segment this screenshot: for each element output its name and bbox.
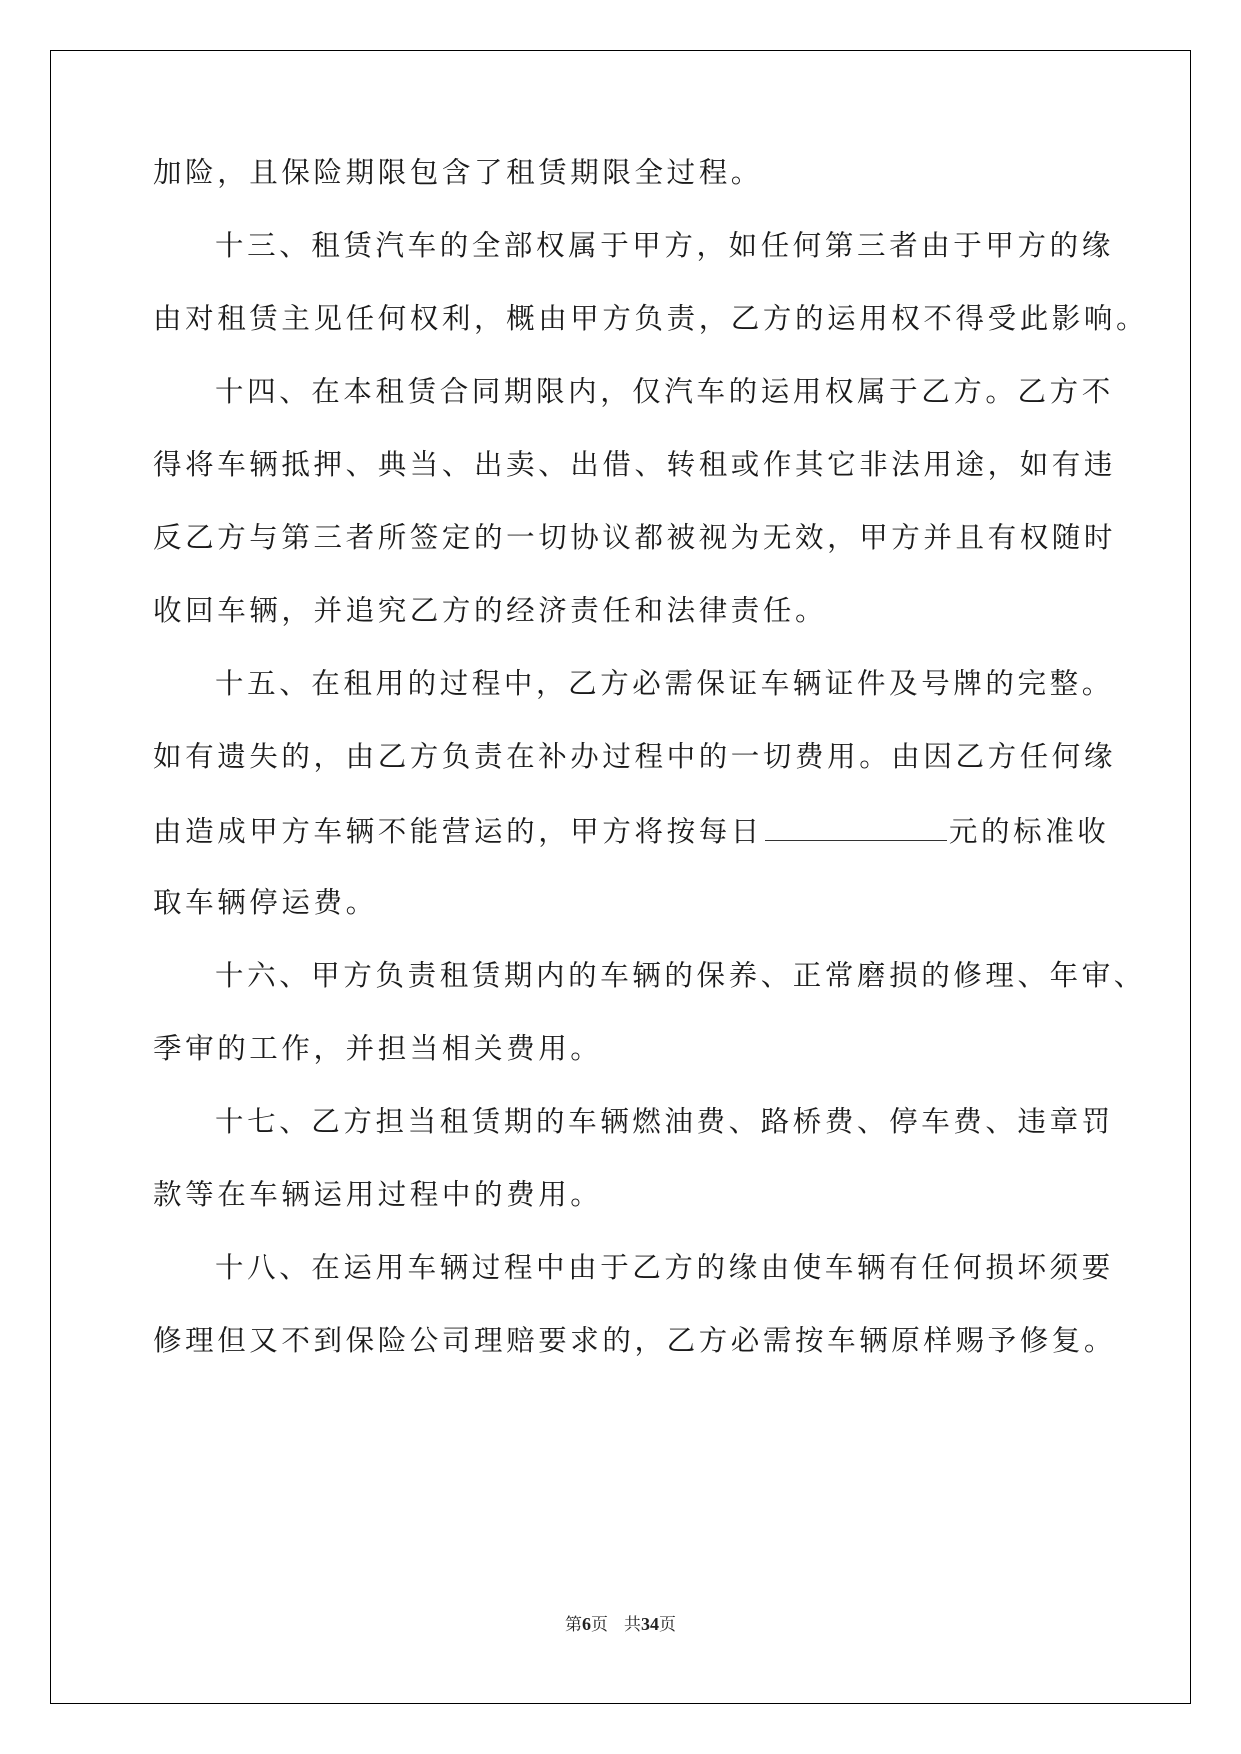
paragraph-line: 加险，且保险期限包含了租赁期限全过程。: [153, 156, 763, 189]
line-text-after-blank: 元的标准收: [948, 815, 1110, 848]
paragraph-line: 得将车辆抵押、典当、出卖、出借、转租或作其它非法用途，如有违: [153, 448, 1117, 481]
paragraph-line: 收回车辆，并追究乙方的经济责任和法律责任。: [153, 594, 828, 627]
paragraph-line: 修理但又不到保险公司理赔要求的，乙方必需按车辆原样赐予修复。: [153, 1324, 1117, 1357]
footer-total-suffix: 页: [659, 1615, 676, 1635]
footer-total-prefix: 共: [624, 1615, 641, 1635]
total-page-count: 34: [641, 1614, 659, 1634]
footer-prefix: 第: [565, 1615, 582, 1635]
current-page-number: 6: [582, 1614, 591, 1634]
paragraph-line: [153, 810, 1110, 850]
paragraph-line: 季审的工作，并担当相关费用。: [153, 1032, 603, 1065]
paragraph-line: 十三、租赁汽车的全部权属于甲方，如任何第三者由于甲方的缘: [215, 229, 1114, 262]
paragraph-line: 反乙方与第三者所签定的一切协议都被视为无效，甲方并且有权随时: [153, 521, 1117, 554]
paragraph-line: 款等在车辆运用过程中的费用。: [153, 1178, 603, 1211]
paragraph-line: 取车辆停运费。: [153, 886, 378, 919]
paragraph-line: 十七、乙方担当租赁期的车辆燃油费、路桥费、停车费、违章罚: [215, 1105, 1114, 1138]
paragraph-line: 如有遗失的，由乙方负责在补办过程中的一切费用。由因乙方任何缘: [153, 740, 1117, 773]
paragraph-line: 十六、甲方负责租赁期内的车辆的保养、正常磨损的修理、年审、: [215, 959, 1146, 992]
page-footer: [0, 1613, 1241, 1636]
footer-page-suffix: 页: [591, 1615, 608, 1635]
paragraph-line: 由对租赁主见任何权利，概由甲方负责，乙方的运用权不得受此影响。: [153, 302, 1149, 335]
paragraph-line: 十八、在运用车辆过程中由于乙方的缘由使车辆有任何损坏须要: [215, 1251, 1114, 1284]
line-text-before-blank: 由造成甲方车辆不能营运的，甲方将按每日: [153, 815, 763, 848]
paragraph-line: 十四、在本租赁合同期限内，仅汽车的运用权属于乙方。乙方不: [215, 375, 1114, 408]
paragraph-line: 十五、在租用的过程中，乙方必需保证车辆证件及号牌的完整。: [215, 667, 1114, 700]
fill-in-blank: [765, 810, 947, 841]
